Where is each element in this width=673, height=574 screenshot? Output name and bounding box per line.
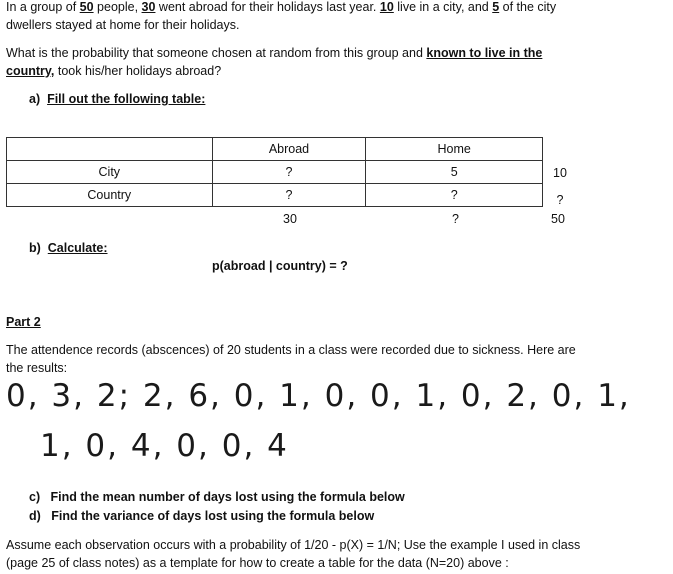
contingency-table <box>6 137 543 207</box>
part-2-text-line-2: the results: <box>6 361 68 375</box>
part-b-heading: b) Calculate: <box>29 241 108 255</box>
item-d: d) Find the variance of days lost using the formula below <box>29 509 375 523</box>
handwritten-data-line-1: 0, 3, 2; 2, 6, 0, 1, 0, 0, 1, 0, 2, 0, 1, <box>6 378 631 414</box>
known-phrase: known to live in the <box>426 46 543 60</box>
intro-line-2: dwellers stayed at home for their holidays. <box>6 18 240 32</box>
conditional-probability-formula: p(abroad | country) = ? <box>212 259 348 273</box>
assumption-line-2: (page 25 of class notes) as a template for how to create a table for the data (N=20) above : <box>6 556 509 570</box>
part-a-heading: a) Fill out the following table: <box>29 92 206 106</box>
total-abroad: 30 <box>283 212 297 226</box>
question-line-1: What is the probability that someone chosen at random from this group and known to live in the <box>6 46 543 60</box>
table-row-country <box>7 184 543 207</box>
table-header-cell <box>7 138 213 161</box>
part-2-heading: Part 2 <box>6 315 41 329</box>
total-city: 10 <box>553 166 567 180</box>
row-label-city: City <box>7 161 213 184</box>
grand-total: 50 <box>551 212 565 226</box>
intro-line-1: In a group of 50 people, 30 went abroad for their holidays last year. 10 live in a city, and 5 of the city <box>6 0 557 14</box>
home-number: 5 <box>492 0 500 14</box>
country-word: country, <box>6 64 55 78</box>
cell-city-home: 5 <box>366 161 543 184</box>
cell-city-abroad: ? <box>212 161 366 184</box>
item-c: c) Find the mean number of days lost using the formula below <box>29 490 405 504</box>
assumption-line-1: Assume each observation occurs with a probability of 1/20 - p(X) = 1/N; Use the example I used in class <box>6 538 581 552</box>
question-line-2: country, took his/her holidays abroad? <box>6 64 222 78</box>
city-number: 10 <box>379 0 394 14</box>
total-home: ? <box>452 212 459 226</box>
abroad-number: 30 <box>141 0 156 14</box>
part-2-text-line-1: The attendence records (abscences) of 20 students in a class were recorded due to sickness. Here are <box>6 343 576 357</box>
table-row-city <box>7 161 543 184</box>
table-header-row <box>7 138 543 161</box>
cell-country-abroad: ? <box>212 184 366 207</box>
total-number: 50 <box>79 0 94 14</box>
table-header-home: Home <box>366 138 543 161</box>
handwritten-data-line-2: 1, 0, 4, 0, 0, 4 <box>40 428 289 464</box>
cell-country-home: ? <box>366 184 543 207</box>
table-header-abroad: Abroad <box>212 138 366 161</box>
total-country: ? <box>556 193 564 207</box>
row-label-country: Country <box>7 184 213 207</box>
